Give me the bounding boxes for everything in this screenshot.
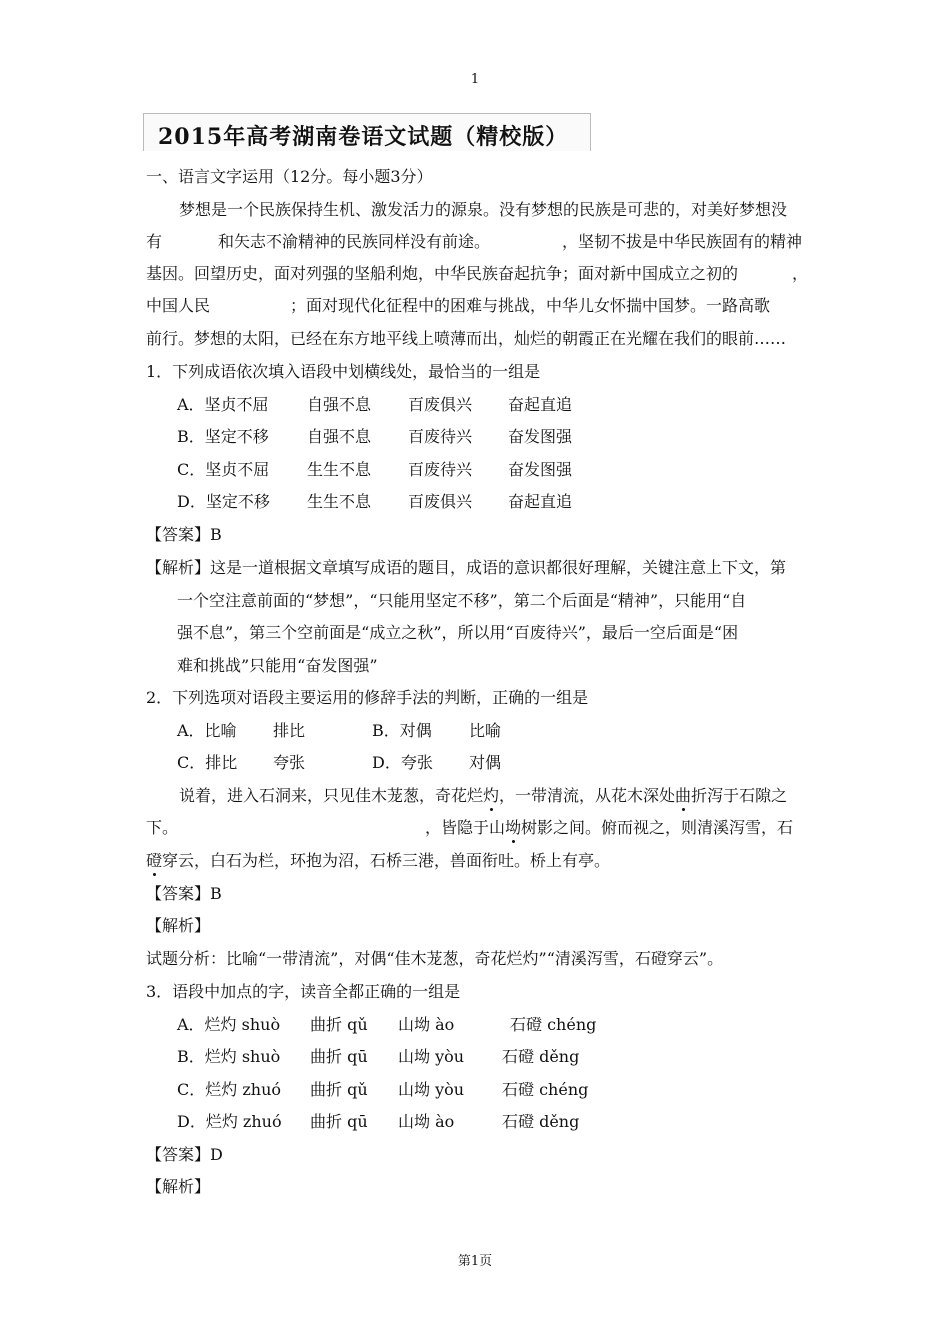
q3-option-d-2: 曲折 qū (310, 1112, 368, 1131)
q1-option-c-3: 百废待兴 (408, 460, 473, 479)
q3-stem: 3．语段中加点的字，读音全都正确的一组是 (146, 982, 461, 1001)
passage1-line3a: 基因。回望历史，面对列强的坚船利炮，中华民族奋起抗争；面对新中国成立之初的 (146, 264, 739, 283)
q2-answer: 【答案】B (146, 884, 222, 903)
page-footer: 第1页 (457, 1254, 493, 1269)
q3-option-d-3: 山坳 ào (398, 1112, 455, 1131)
q3-option-b-4: 石磴 děng (502, 1047, 580, 1066)
emphasis-dot-char: 灼 (483, 786, 500, 805)
passage1-line4b: ；面对现代化征程中的困难与挑战，中华儿女怀揣中国梦。一路高歌 (290, 296, 771, 315)
q3-option-c-4: 石磴 chéng (502, 1080, 589, 1099)
q2-stem: 2．下列选项对语段主要运用的修辞手法的判断，正确的一组是 (146, 688, 589, 707)
q1-option-c-2: 生生不息 (307, 460, 372, 479)
q3-option-c-3: 山坳 yòu (398, 1080, 465, 1099)
q3-option-a-2: 曲折 qǔ (310, 1015, 368, 1034)
q3-analysis-label: 【解析】 (146, 1177, 211, 1196)
q3-option-a-4: 石磴 chéng (510, 1015, 597, 1034)
title-banner (143, 113, 591, 151)
q3-option-a: A．烂灼 shuò (177, 1015, 281, 1034)
q1-analysis-line4: 难和挑战”只能用“奋发图强” (177, 656, 378, 675)
passage1-line4a: 中国人民 (146, 296, 211, 315)
q1-analysis-line1: 【解析】这是一道根据文章填写成语的题目，成语的意识都很好理解，关键注意上下文，第 (146, 558, 787, 577)
passage2-line1: 说着，进入石洞来，只见佳木茏葱，奇花烂灼，一带清流，从花木深处曲折泻于石隙之 (179, 786, 788, 805)
q3-option-d: D．烂灼 zhuó (177, 1112, 282, 1131)
q1-option-a-2: 自强不息 (307, 395, 372, 414)
q1-stem: 1．下列成语依次填入语段中划横线处，最恰当的一组是 (146, 362, 541, 381)
q2-option-a: A．比喻 (177, 721, 237, 740)
passage1-line2b: 和矢志不渝精神的民族同样没有前途。 (218, 232, 491, 251)
q1-option-d-2: 生生不息 (307, 492, 372, 511)
q2-analysis-label: 【解析】 (146, 916, 211, 935)
q1-option-b-2: 自强不息 (307, 427, 372, 446)
emphasis-dot-char: 磴 (146, 851, 163, 870)
passage1-line2a: 有 (146, 232, 163, 251)
q1-option-c: C．坚贞不屈 (177, 460, 270, 479)
q1-option-c-4: 奋发图强 (508, 460, 573, 479)
passage2-line2b: ，皆隐于山坳树影之间。俯而视之，则清溪泻雪，石 (425, 818, 794, 837)
q1-option-d-4: 奋起直追 (508, 492, 573, 511)
emphasis-dot-char: 坳 (505, 818, 522, 837)
passage1-line1: 梦想是一个民族保持生机、激发活力的源泉。没有梦想的民族是可悲的，对美好梦想没 (179, 200, 788, 219)
q2-analysis: 试题分析：比喻“一带清流”，对偶“佳木茏葱，奇花烂灼”“清溪泻雪，石磴穿云”。 (146, 949, 724, 968)
q2-option-b: B．对偶 (372, 721, 432, 740)
q1-option-b-3: 百废待兴 (408, 427, 473, 446)
q3-option-b-2: 曲折 qū (310, 1047, 368, 1066)
q1-analysis-line3: 强不息”，第三个空前面是“成立之秋”，所以用“百废待兴”，最后一空后面是“困 (177, 623, 739, 642)
emphasis-dot-char: 曲 (675, 786, 692, 805)
q2-option-c: C．排比 (177, 753, 238, 772)
q1-answer: 【答案】B (146, 525, 222, 544)
section-heading: 一、语言文字运用（12分。每小题3分） (146, 167, 433, 186)
q1-option-b: B．坚定不移 (177, 427, 269, 446)
document-title: 2015年高考湖南卷语文试题（精校版） (158, 124, 569, 150)
q3-option-b-3: 山坳 yòu (398, 1047, 465, 1066)
q3-option-c-2: 曲折 qǔ (310, 1080, 368, 1099)
q1-option-d: D．坚定不移 (177, 492, 270, 511)
q1-option-a-3: 百废俱兴 (408, 395, 473, 414)
passage1-line5: 前行。梦想的太阳，已经在东方地平线上喷薄而出，灿烂的朝霞正在光耀在我们的眼前…… (146, 329, 787, 348)
passage1-line3b: ， (792, 264, 809, 283)
passage2-line3: 磴穿云，白石为栏，环抱为沼，石桥三港，兽面衔吐。桥上有亭。 (146, 851, 611, 870)
q3-answer: 【答案】D (146, 1145, 223, 1164)
q2-option-c-2: 夸张 (273, 753, 306, 772)
q1-option-a: A．坚贞不屈 (177, 395, 269, 414)
q2-option-d: D．夸张 (372, 753, 433, 772)
page-number: 1 (470, 72, 480, 87)
q3-option-a-3: 山坳 ào (398, 1015, 455, 1034)
passage1-line2c: ，坚韧不拔是中华民族固有的精神 (562, 232, 803, 251)
q3-option-d-4: 石磴 děng (502, 1112, 580, 1131)
q1-option-d-3: 百废俱兴 (408, 492, 473, 511)
q2-option-d-2: 对偶 (469, 753, 502, 772)
q1-analysis-line2: 一个空注意前面的“梦想”，“只能用坚定不移”，第二个后面是“精神”，只能用“自 (177, 591, 747, 610)
q1-option-b-4: 奋发图强 (508, 427, 573, 446)
q1-option-a-4: 奋起直追 (508, 395, 573, 414)
q3-option-b: B．烂灼 shuò (177, 1047, 281, 1066)
q3-option-c: C．烂灼 zhuó (177, 1080, 282, 1099)
q2-option-b-2: 比喻 (469, 721, 502, 740)
passage2-line2a: 下。 (146, 818, 179, 837)
q2-option-a-2: 排比 (273, 721, 306, 740)
